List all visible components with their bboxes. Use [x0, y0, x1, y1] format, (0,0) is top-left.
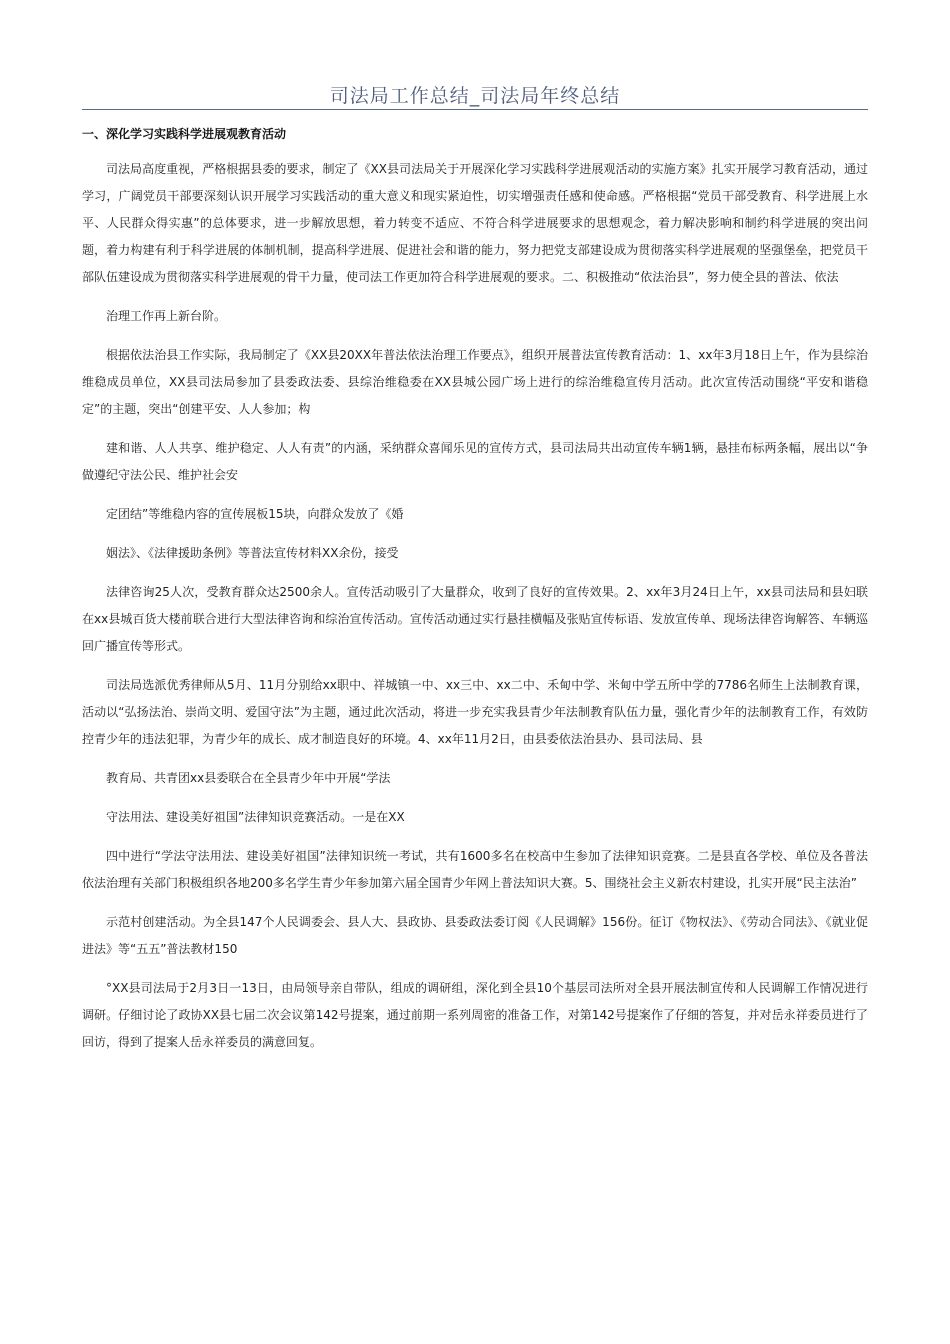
title-divider: [82, 109, 868, 110]
paragraph: 教育局、共青团xx县委联合在全县青少年中开展“学法: [106, 771, 391, 785]
document-title: 司法局工作总结_司法局年终总结: [329, 85, 621, 107]
paragraph: 姻法》、《法律援助条例》等普法宣传材料XX余份，接受: [106, 546, 399, 560]
paragraph: 司法局选派优秀律师从5月、11月分别给xx职中、祥城镇一中、xx三中、xx二中、禾甸中学、米甸中学五所中学的7786名师生上法制教育课，活动以“弘扬法治、崇尚文明、爱国守法”为主题，通过此次活动，将进一步充实我县青少年法制教育队伍力量，强化青少年的法制教育工作，有效防控青少年的违法犯罪，为青少年的成长、成才制造良好的环境。4、xx年11月2日，由县委依法治县办、县司法局、县: [82, 678, 868, 746]
paragraph: 四中进行“学法守法用法、建设美好祖国”法律知识统一考试，共有1600多名在校高中生参加了法律知识竞赛。二是县直各学校、单位及各普法依法治理有关部门积极组织各地200多名学生青少年参加第六届全国青少年网上普法知识大赛。5、围绕社会主义新农村建设，扎实开展“民主法治”: [82, 849, 868, 890]
paragraph: °XX县司法局于2月3日一13日，由局领导亲自带队，组成的调研组，深化到全县10个基层司法所对全县开展法制宣传和人民调解工作情况进行调研。仔细讨论了政协XX县七届二次会议第142号提案，通过前期一系列周密的准备工作，对第142号提案作了仔细的答复，并对岳永祥委员进行了回访，得到了提案人岳永祥委员的满意回复。: [82, 981, 868, 1049]
paragraph: 法律咨询25人次，受教育群众达2500余人。宣传活动吸引了大量群众，收到了良好的宣传效果。2、xx年3月24日上午，xx县司法局和县妇联在xx县城百货大楼前联合进行大型法律咨询和综治宣传活动。宣传活动通过实行悬挂横幅及张贴宣传标语、发放宣传单、现场法律咨询解答、车辆巡回广播宣传等形式。: [82, 585, 868, 653]
paragraph: 根据依法治县工作实际，我局制定了《XX县20XX年普法依法治理工作要点》，组织开展普法宣传教育活动：1、xx年3月18日上午，作为县综治维稳成员单位，XX县司法局参加了县委政法委、县综治维稳委在XX县城公园广场上进行的综治维稳宣传月活动。此次宣传活动围绕“平安和谐稳定”的主题，突出“创建平安、人人参加；构: [82, 348, 868, 416]
paragraph: 示范村创建活动。为全县147个人民调委会、县人大、县政协、县委政法委订阅《人民调解》156份。征订《物权法》、《劳动合同法》、《就业促进法》等“五五”普法教材150: [82, 915, 868, 956]
paragraph: 定团结”等维稳内容的宣传展板15块，向群众发放了《婚: [106, 507, 404, 521]
section-heading: 一、深化学习实践科学进展观教育活动: [82, 127, 287, 141]
paragraph: 守法用法、建设美好祖国”法律知识竞赛活动。一是在XX: [106, 810, 405, 824]
paragraph: 治理工作再上新台阶。: [106, 309, 227, 323]
document-body: [82, 124, 868, 1068]
paragraph: 司法局高度重视，严格根据县委的要求，制定了《XX县司法局关于开展深化学习实践科学进展观活动的实施方案》扎实开展学习教育活动，通过学习，广阔党员干部要深刻认识开展学习实践活动的重大意义和现实紧迫性，切实增强责任感和使命感。严格根据“党员干部受教育、科学进展上水平、人民群众得实惠”的总体要求，进一步解放思想，着力转变不适应、不符合科学进展要求的思想观念，着力解决影响和制约科学进展的突出问题，着力构建有利于科学进展的体制机制，提高科学进展、促进社会和谐的能力，努力把党支部建设成为贯彻落实科学进展观的坚强堡垒，把党员干部队伍建设成为贯彻落实科学进展观的骨干力量，使司法工作更加符合科学进展观的要求。二、积极推动“依法治县”，努力使全县的普法、依法: [82, 162, 868, 284]
paragraph: 建和谐、人人共享、维护稳定、人人有责”的内涵，采纳群众喜闻乐见的宣传方式，县司法局共出动宣传车辆1辆，悬挂布标两条幅，展出以“争做遵纪守法公民、维护社会安: [82, 441, 868, 482]
